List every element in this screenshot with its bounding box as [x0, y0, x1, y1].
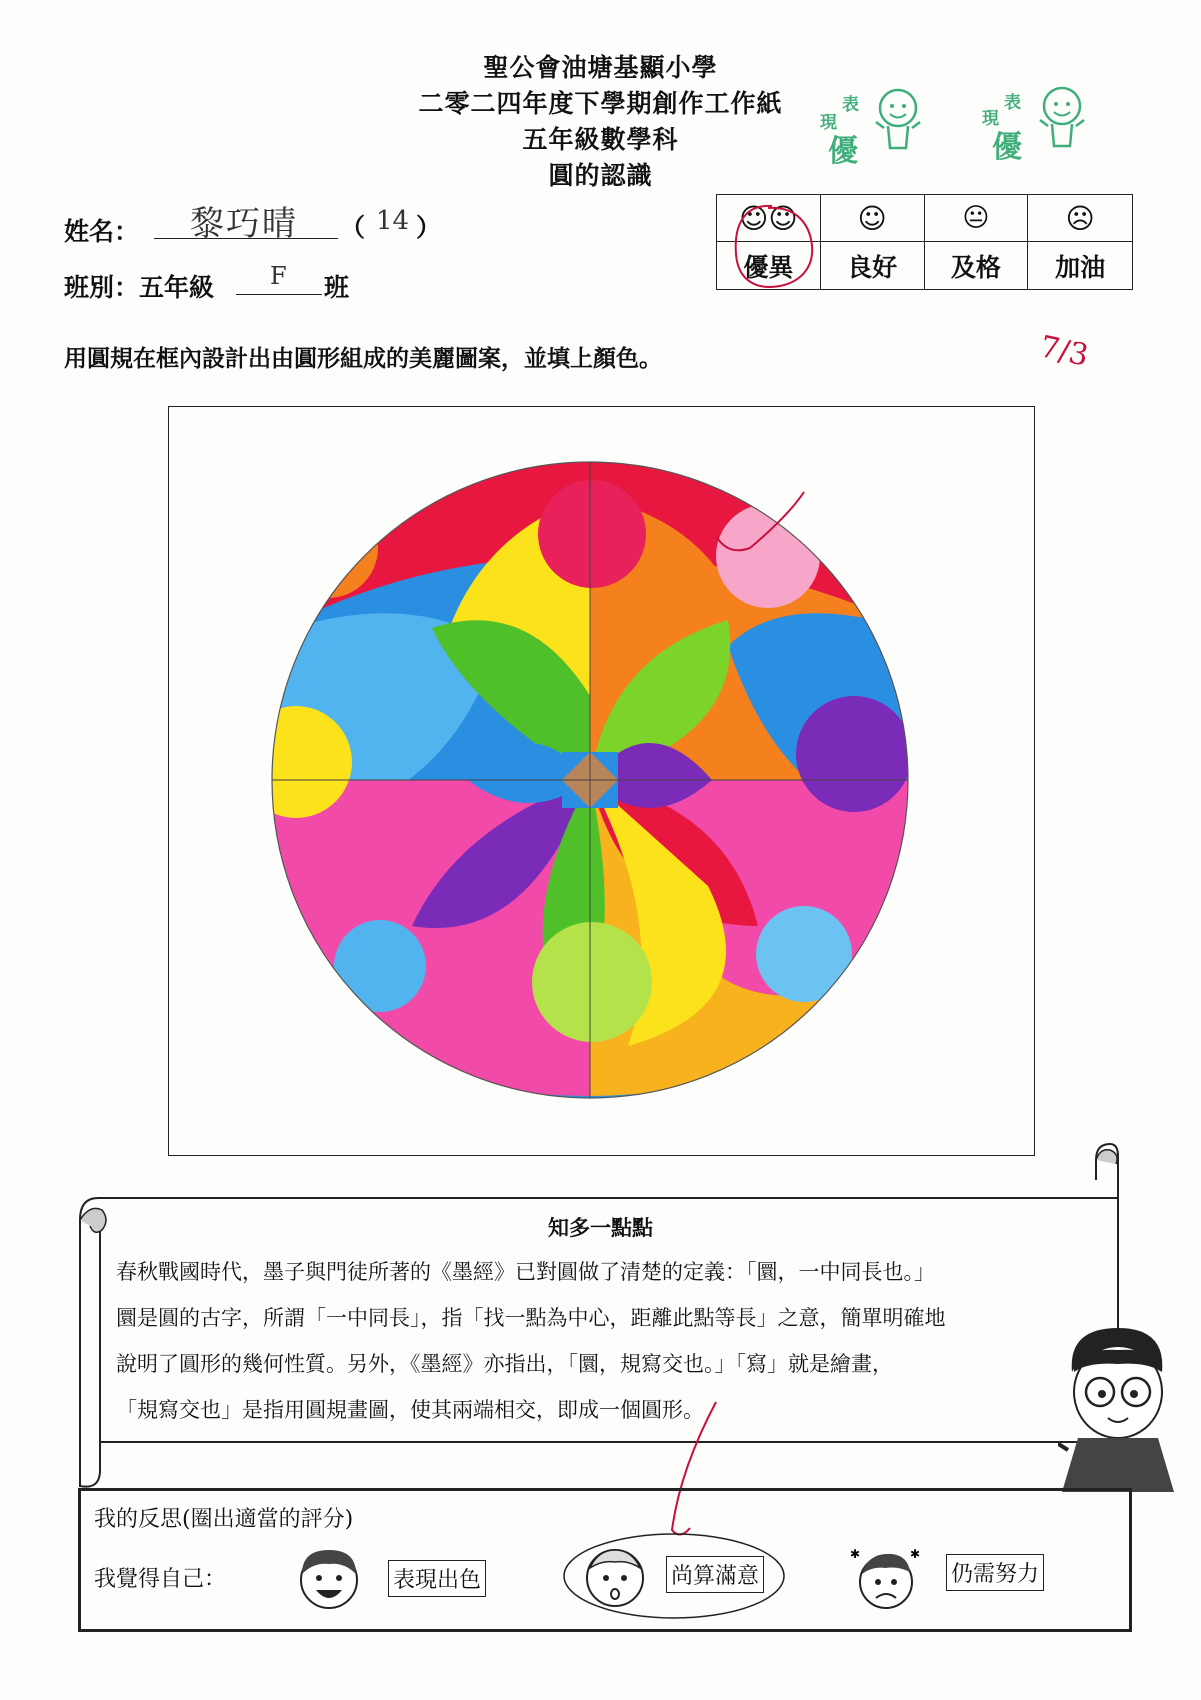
class-number-close: ）: [416, 213, 442, 242]
rating-face-effort-icon: ☹: [1028, 195, 1132, 242]
info-line: 「規寫交也」是指用圓規畫圖，使其兩端相交，即成一個圓形。: [116, 1398, 704, 1422]
student-name: 黎巧晴: [190, 204, 298, 244]
rating-face-pass-icon: 😐: [925, 195, 1029, 242]
rating-label-effort: 加油: [1055, 252, 1106, 282]
class-underline: [236, 294, 322, 295]
rating-label-pass: 及格: [925, 242, 1029, 289]
reflection-title: 我的反思(圈出適當的評分): [94, 1507, 354, 1532]
subject-title: 五年級數學科: [522, 125, 679, 154]
info-line: 圜是圓的古字，所謂「一中同長」，指「找一點為中心，距離此點等長」之意，簡單明確地: [116, 1306, 946, 1330]
grade-mark: 7/3: [1036, 329, 1092, 374]
class-suffix: 班: [324, 273, 350, 302]
circle-artwork: [168, 406, 1035, 1156]
mascot-stamp-icon: [1034, 84, 1090, 156]
worksheet-term: 二零二四年度下學期創作工作紙: [418, 89, 783, 118]
info-line: 說明了圓形的幾何性質。另外，《墨經》亦指出，「圜，規寫交也。」「寫」就是繪畫，: [116, 1352, 893, 1376]
rating-face-excellent-icon: ☺☺: [717, 195, 821, 242]
reflection-option-needs-effort[interactable]: 仍需努力: [946, 1554, 1044, 1591]
class-value: F: [270, 262, 287, 290]
svg-text:✱: ✱: [910, 1547, 921, 1561]
worried-face-icon: [848, 1542, 924, 1618]
teacher-cartoon-icon: [1058, 1322, 1178, 1492]
instruction-text: 用圓規在框內設計出由圓形組成的美麗圖案，並填上顏色。: [64, 346, 662, 372]
topic-title: 圓的認識: [548, 161, 653, 190]
reflection-prompt: 我覺得自己：: [94, 1567, 227, 1592]
school-name: 聖公會油塘基顯小學: [483, 53, 718, 82]
svg-text:✱: ✱: [850, 1547, 861, 1561]
neutral-face-icon: [580, 1540, 650, 1616]
rating-face-good-icon: ☺: [821, 195, 925, 242]
mascot-stamp-icon: [870, 86, 926, 158]
class-number-open: （: [340, 213, 366, 242]
reflection-option-satisfactory[interactable]: 尚算滿意: [666, 1556, 764, 1593]
name-label: 姓名：: [64, 217, 140, 246]
reflection-option-excellent[interactable]: 表現出色: [388, 1560, 486, 1597]
info-title: 知多一點點: [548, 1216, 653, 1240]
happy-face-icon: [294, 1544, 364, 1620]
excellence-stamp-1: 表 現 優: [816, 84, 926, 164]
class-label: 班別：五年級: [64, 273, 215, 302]
class-number: 14: [376, 206, 410, 236]
rating-label-excellent: 優異: [717, 242, 821, 289]
selected-rating-circle: [730, 198, 820, 294]
excellence-stamp-2: 表 現 優: [980, 82, 1090, 162]
info-line: 春秋戰國時代，墨子與門徒所著的《墨經》已對圓做了清楚的定義：「圜，一中同長也。」: [116, 1260, 935, 1284]
rating-label-good: 良好: [821, 242, 925, 289]
